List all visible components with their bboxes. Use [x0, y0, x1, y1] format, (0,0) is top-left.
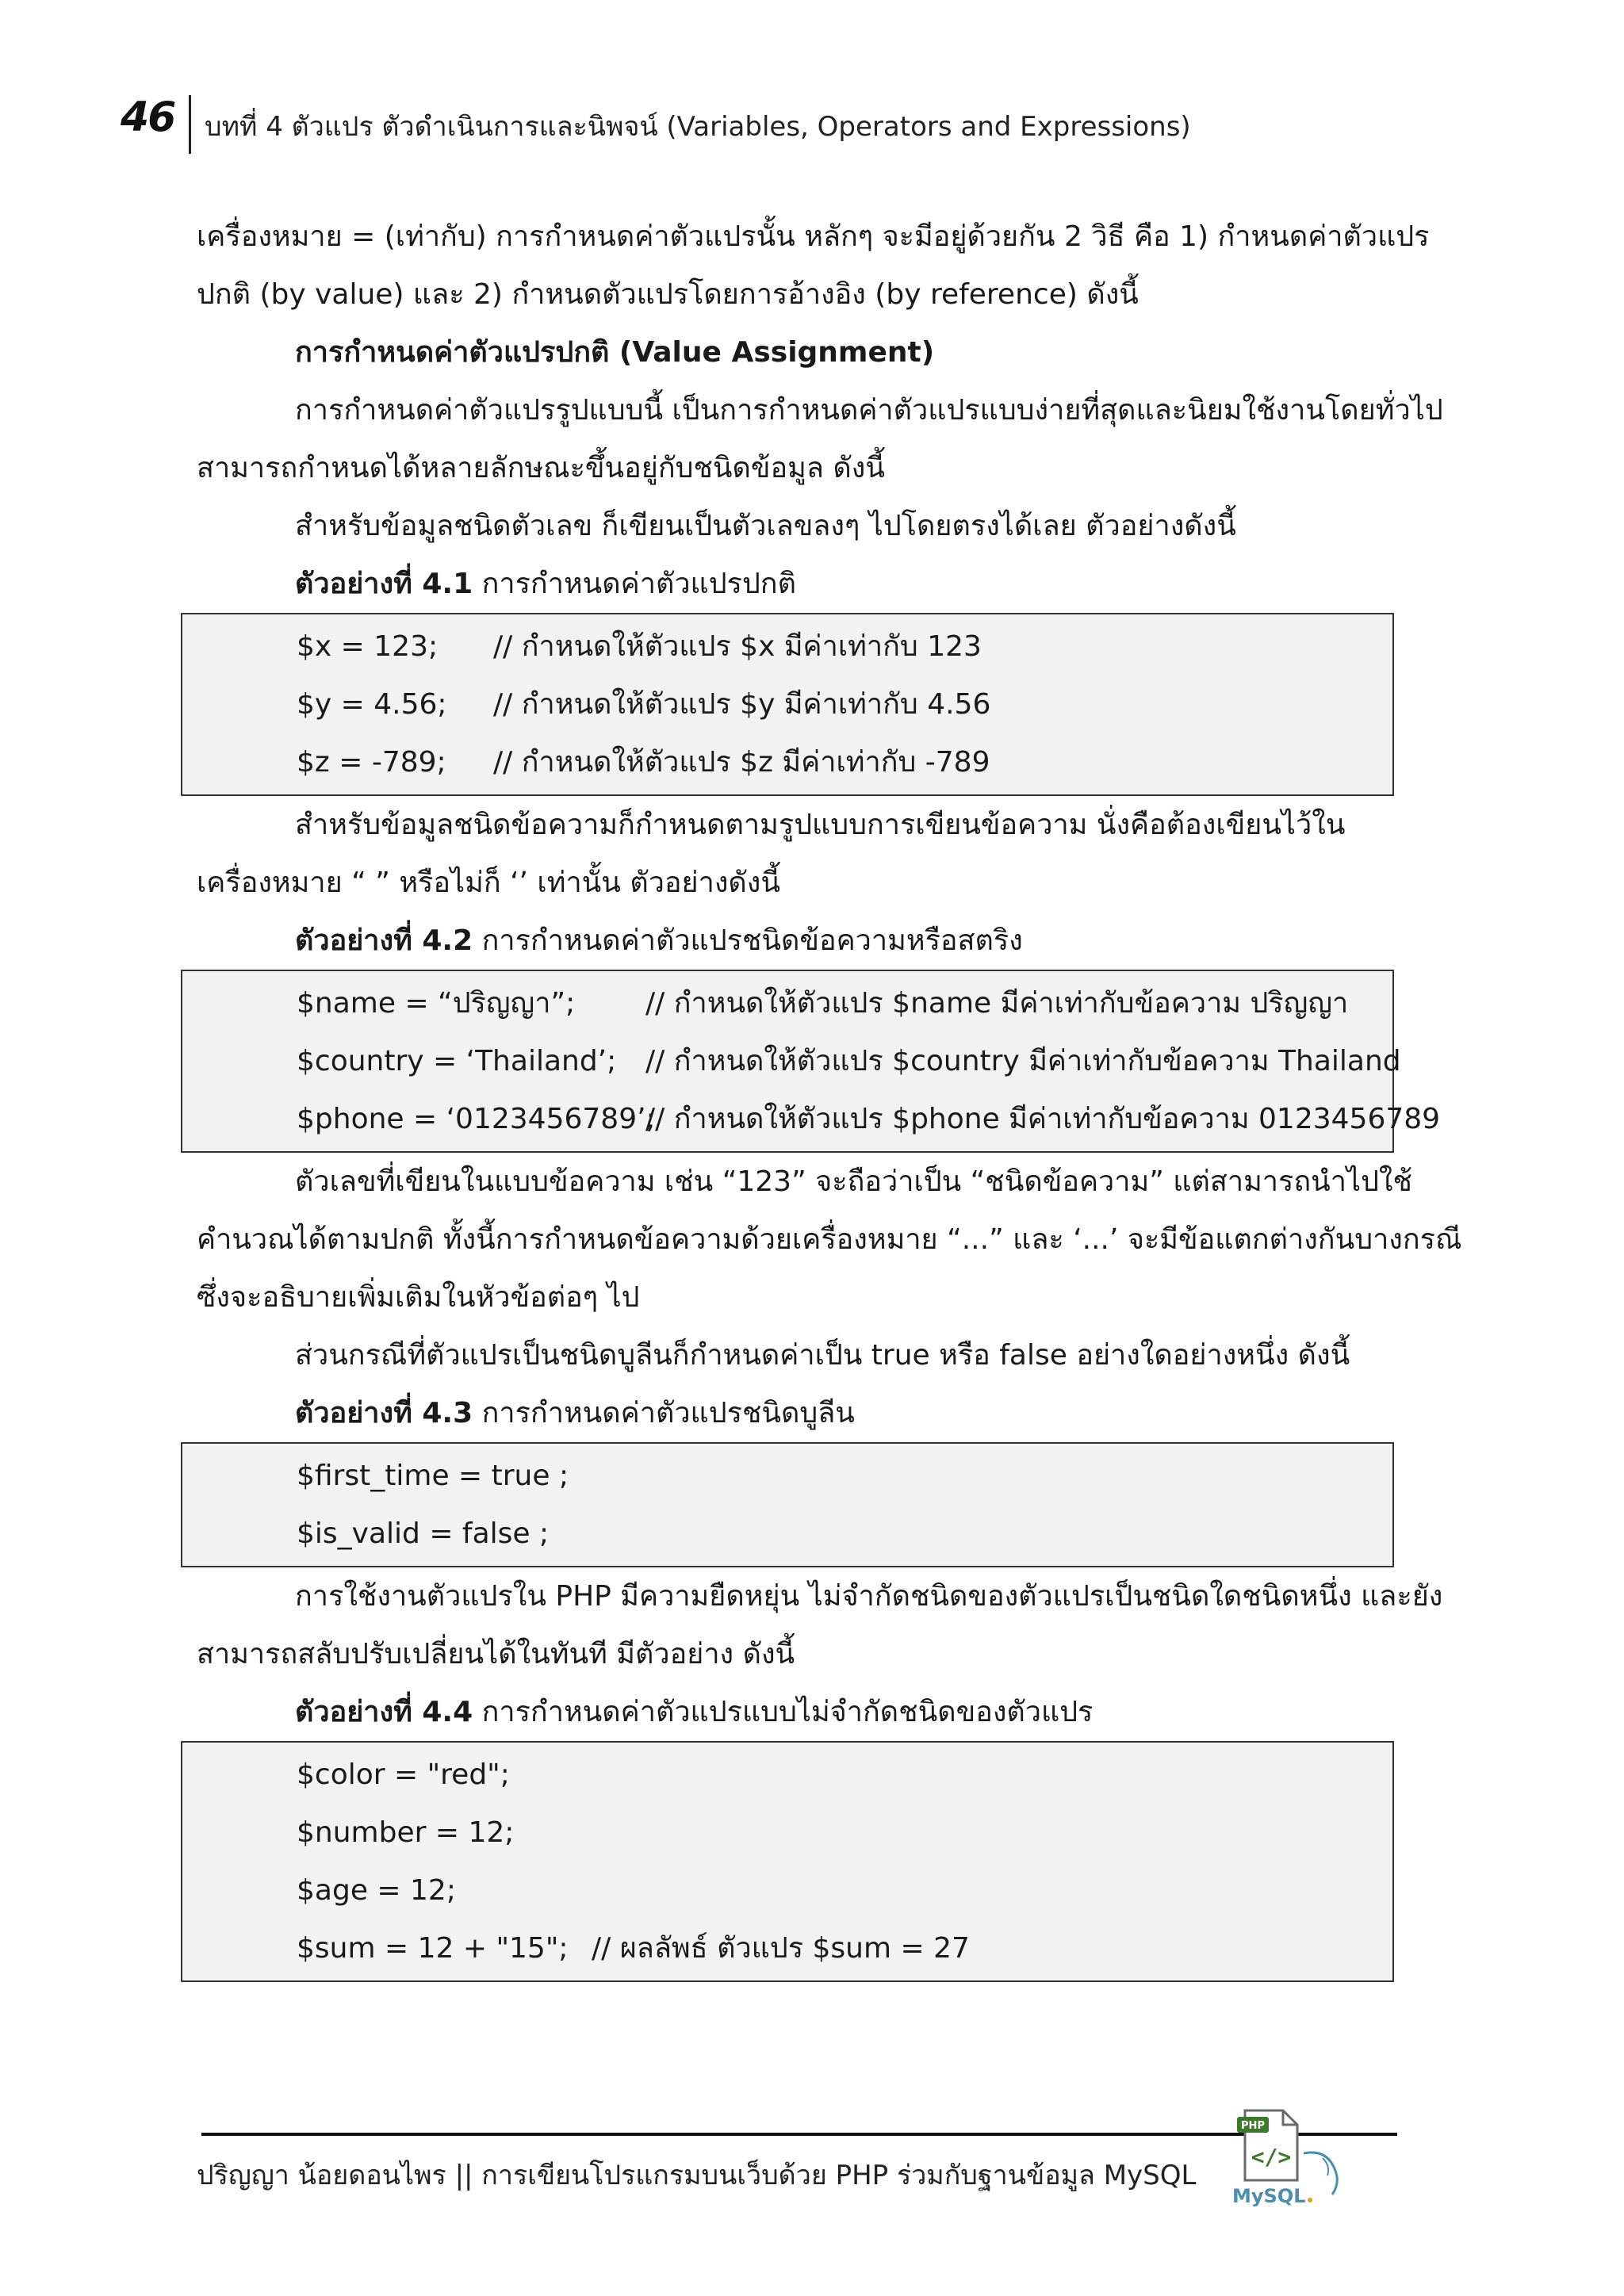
paragraph-line: คำนวณได้ตามปกติ ทั้งนี้การกำหนดข้อความด้วยเครื่องหมาย “...” และ ‘...’ จะมีข้อแตกต่างกันบางกรณี	[197, 1223, 1462, 1256]
example-caption	[197, 1683, 1380, 1741]
code-line	[297, 1919, 1392, 1977]
code-line	[297, 974, 1392, 1032]
example-label: ตัวอย่างที่ 4.3	[295, 1397, 473, 1429]
code-text: $name = “ปริญญา”;	[297, 987, 576, 1020]
example-caption-text: การกำหนดค่าตัวแปรชนิดข้อความหรือสตริง	[473, 924, 1023, 957]
example-caption	[197, 912, 1380, 970]
code-comment: // กำหนดให้ตัวแปร $country มีค่าเท่ากับข้อความ Thailand	[645, 1045, 1401, 1077]
paragraph-line: สามารถกำหนดได้หลายลักษณะขึ้นอยู่กับชนิดข้อมูล ดังนี้	[197, 452, 885, 484]
svg-text:</>: </>	[1251, 2144, 1292, 2170]
paragraph-line: การกำหนดค่าตัวแปรรูปแบบนี้ เป็นการกำหนดค่าตัวแปรแบบง่ายที่สุดและนิยมใช้งานโดยทั่วไป	[295, 394, 1443, 427]
php-mysql-logo-icon	[1228, 2106, 1362, 2209]
code-block	[181, 970, 1441, 1153]
paragraph-line: สามารถสลับปรับเปลี่ยนได้ในทันที มีตัวอย่าง ดังนี้	[197, 1638, 795, 1670]
code-text: $country = ‘Thailand’;	[297, 1045, 617, 1077]
code-text: $first_time = true ;	[297, 1460, 569, 1492]
code-line	[297, 618, 1392, 675]
example-label: ตัวอย่างที่ 4.4	[295, 1696, 473, 1728]
code-line	[297, 733, 1392, 791]
paragraph-line: สำหรับข้อมูลชนิดตัวเลข ก็เขียนเป็นตัวเลขลงๆ ไปโดยตรงได้เลย ตัวอย่างดังนี้	[295, 510, 1236, 542]
page-number: 46	[121, 94, 175, 141]
code-comment: // กำหนดให้ตัวแปร $z มีค่าเท่ากับ -789	[493, 746, 990, 779]
footer-text: ปริญญา น้อยดอนไพร || การเขียนโปรแกรมบนเว็บด้วย PHP ร่วมกับฐานข้อมูล MySQL	[197, 2160, 1197, 2191]
example-caption	[197, 555, 1380, 613]
code-comment: // กำหนดให้ตัวแปร $y มีค่าเท่ากับ 4.56	[493, 688, 991, 721]
paragraph-line: สำหรับข้อมูลชนิดข้อความก็กำหนดตามรูปแบบการเขียนข้อความ นั่งคือต้องเขียนไว้ใน	[295, 809, 1346, 841]
chapter-title: บทที่ 4 ตัวแปร ตัวดำเนินการและนิพจน์ (Variables, Operators and Expressions)	[205, 111, 1191, 143]
intro-line: เครื่องหมาย = (เท่ากับ) การกำหนดค่าตัวแปรนั้น หลักๆ จะมีอยู่ด้วยกัน 2 วิธี คือ 1) กำหนดค่าตัวแปร	[197, 220, 1430, 253]
code-text: $y = 4.56;	[297, 688, 447, 721]
code-text: $is_valid = false ;	[297, 1517, 550, 1550]
paragraph-line: ตัวเลขที่เขียนในแบบข้อความ เช่น “123” จะถือว่าเป็น “ชนิดข้อความ” แต่สามารถนำไปใช้	[295, 1165, 1412, 1198]
code-block	[181, 1741, 1394, 1982]
paragraph-line: การใช้งานตัวแปรใน PHP มีความยืดหยุ่น ไม่จำกัดชนิดของตัวแปรเป็นชนิดใดชนิดหนึ่ง และยัง	[295, 1580, 1443, 1613]
example-caption-text: การกำหนดค่าตัวแปรปกติ	[473, 568, 796, 600]
paragraph-line: ซึ่งจะอธิบายเพิ่มเติมในหัวข้อต่อๆ ไป	[197, 1281, 640, 1314]
example-caption-text: การกำหนดค่าตัวแปรชนิดบูลีน	[473, 1397, 855, 1429]
code-text: $age = 12;	[297, 1874, 456, 1907]
code-comment: // ผลลัพธ์ ตัวแปร $sum = 27	[592, 1932, 970, 1965]
code-block	[181, 613, 1394, 796]
code-text: $color = "red";	[297, 1758, 510, 1791]
code-text: $sum = 12 + "15";	[297, 1932, 569, 1965]
section-heading: การกำหนดค่าตัวแปรปกติ (Value Assignment)	[295, 336, 935, 369]
code-comment: // กำหนดให้ตัวแปร $x มีค่าเท่ากับ 123	[493, 630, 982, 663]
code-line	[297, 1862, 1392, 1919]
logo-badge-text: PHP	[1241, 2120, 1265, 2132]
code-line	[297, 1746, 1392, 1804]
code-line	[297, 1032, 1401, 1090]
code-text: $x = 123;	[297, 630, 439, 663]
footer-rule	[201, 2133, 1397, 2136]
paragraph-line: ส่วนกรณีที่ตัวแปรเป็นชนิดบูลีนก็กำหนดค่าเป็น true หรือ false อย่างใดอย่างหนึ่ง ดังนี้	[295, 1339, 1350, 1372]
code-text: $phone = ‘0123456789’;	[297, 1103, 656, 1135]
code-comment: // กำหนดให้ตัวแปร $phone มีค่าเท่ากับข้อความ 0123456789	[645, 1103, 1441, 1135]
code-block	[181, 1442, 1394, 1567]
header-divider	[189, 95, 191, 154]
code-line	[297, 1804, 1392, 1862]
example-label: ตัวอย่างที่ 4.1	[295, 568, 473, 600]
logo-text: MySQL	[1232, 2185, 1306, 2207]
example-label: ตัวอย่างที่ 4.2	[295, 924, 473, 957]
page-body	[197, 208, 1462, 1982]
example-caption-text: การกำหนดค่าตัวแปรแบบไม่จำกัดชนิดของตัวแปร	[473, 1696, 1094, 1728]
code-comment: // กำหนดให้ตัวแปร $name มีค่าเท่ากับข้อความ ปริญญา	[645, 987, 1349, 1020]
code-text: $number = 12;	[297, 1816, 515, 1849]
code-text: $z = -789;	[297, 746, 446, 779]
intro-line: ปกติ (by value) และ 2) กำหนดตัวแปรโดยการอ้างอิง (by reference) ดังนี้	[197, 278, 1139, 311]
paragraph-line: เครื่องหมาย “ ” หรือไม่ก็ ‘’ เท่านั้น ตัวอย่างดังนี้	[197, 867, 780, 899]
code-line	[297, 675, 1392, 733]
example-caption	[197, 1384, 1380, 1442]
code-line	[297, 1090, 1441, 1148]
